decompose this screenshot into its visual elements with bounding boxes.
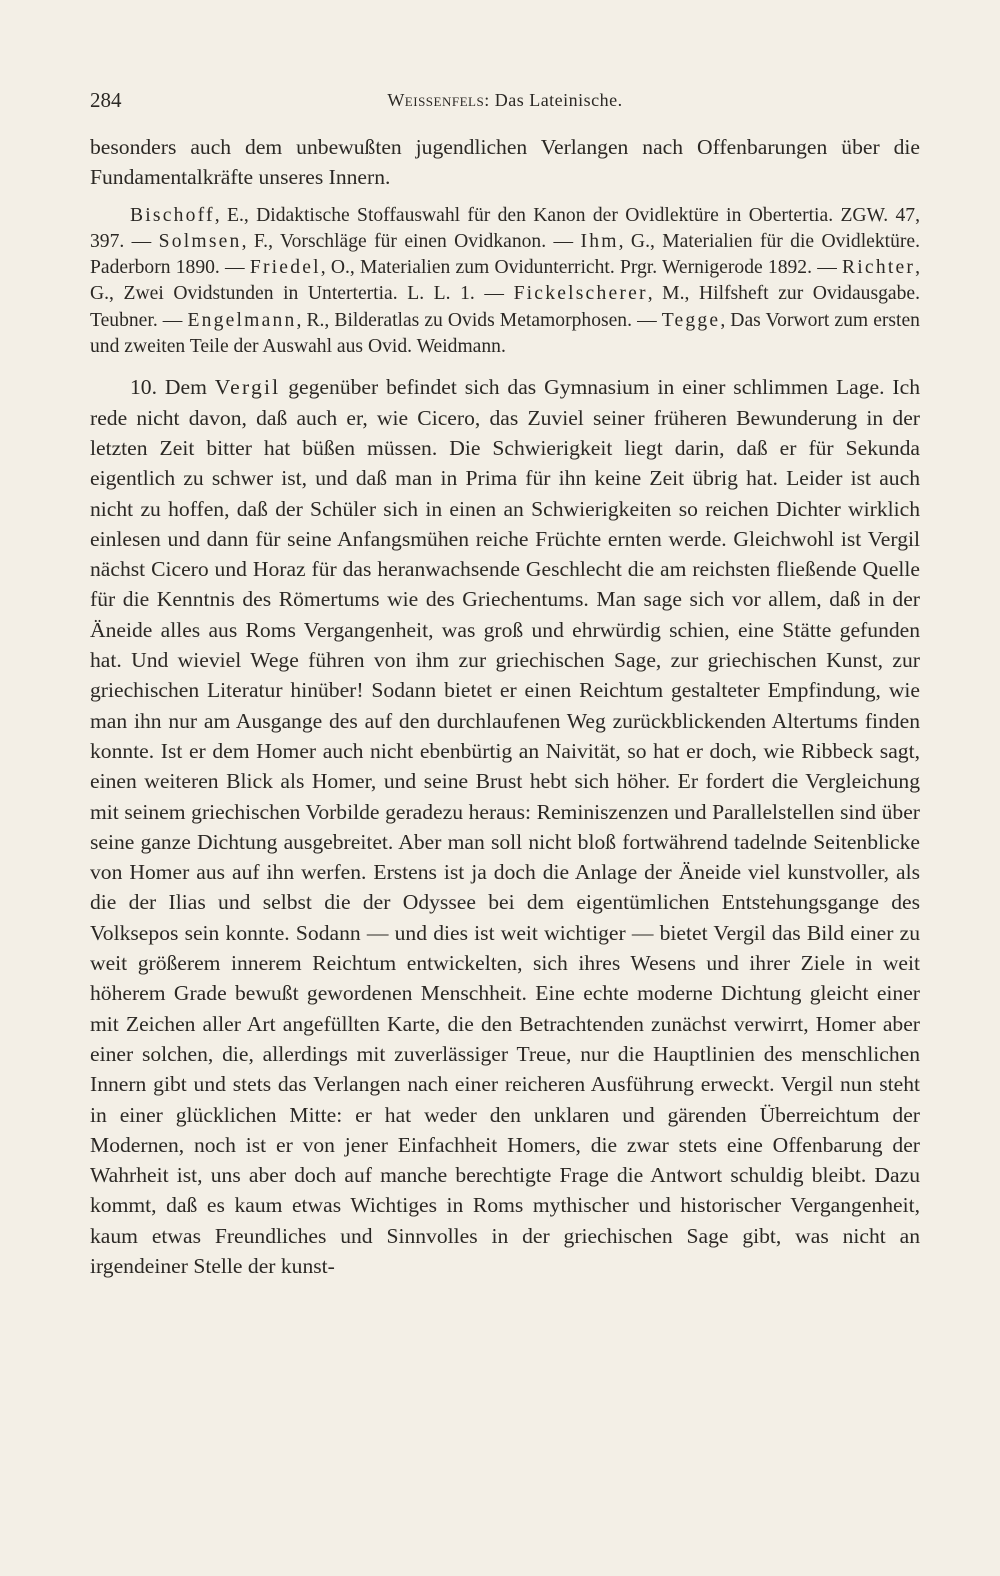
- bib-author: Fickelscherer: [513, 283, 648, 305]
- bib-entry: , G., Materialien für die Ovidlektüre. Paderborn 1890. —: [90, 230, 920, 279]
- bib-author: Ihm: [580, 230, 619, 252]
- bib-entry: , E., Didaktische Stoffauswahl für den Kanon der Ovidlektüre in Obertertia. ZGW. 47, 397. —: [90, 204, 920, 252]
- bib-entry: , M., Hilfsheft zur Ovidausgabe. Teubner. —: [90, 283, 920, 331]
- paragraph-vergil-start: 10. Dem: [130, 375, 215, 400]
- bib-entry: , G., Zwei Ovidstunden in Untertertia. L. L. 1. —: [90, 257, 920, 305]
- bib-author: Bischoff: [130, 204, 215, 226]
- page-header: [90, 88, 920, 120]
- bib-author: Richter: [842, 257, 916, 279]
- paragraph-vergil-name: Vergil: [214, 375, 281, 400]
- running-head-author: Weissenfels: [387, 90, 485, 110]
- page-number: 284: [90, 88, 122, 112]
- paragraph-vergil-body: gegenüber befindet sich das Gymnasium in einer schlimmen Lage. Ich rede nicht davon, daß auch er, wie Cicero, das Zuviel seiner früheren Bewunderung in der letzten Zeit bitter hat büßen müssen. Die Schwierigkeit liegt darin, daß er für Sekunda eigentlich zu schwer ist, und daß man in Prima für ihn keine Zeit übrig hat. Leider ist auch nicht zu hoffen, daß der Schüler sich in einen an Schwierigkeiten so reichen Dichter wirklich einlesen und dann für seine Anfangsmühen reiche Früchte ernten werde. Gleichwohl ist Vergil nächst Cicero und Horaz für das heranwachsende Geschlecht die am reichsten fließende Quelle für die Kenntnis des Römertums wie des Griechentums. Man sage sich vor allem, daß in der Äneide alles aus Roms Vergangenheit, was groß und ehrwürdig schien, eine Stätte gefunden hat. Und wieviel Wege führen von ihm zur griechischen Sage, zur griechischen Kunst, zur griechischen Literatur hinüber! Sodann bietet er einen Reichtum gestalteter Empfindung, wie man ihn nur am Ausgange des auf den durchlaufenen Weg zurückblickenden Altertums finden konnte. Ist er dem Homer auch nicht ebenbürtig an Naivität, so hat er doch, wie Ribbeck sagt, einen weiteren Blick als Homer, und seine Brust hebt sich höher. Er fordert die Vergleichung mit seinem griechischen Vorbilde geradezu heraus: Reminiszenzen und Parallelstellen sind über seine ganze Dichtung ausgebreitet. Aber man soll nicht bloß fortwährend tadelnde Seitenblicke von Homer aus auf ihn werfen. Erstens ist ja doch die Anlage der Äneide viel kunstvoller, als die der Ilias und selbst die der Odyssee bei dem eigentümlichen Entstehungsgange des Volksepos sein konnte. Sodann — und dies ist weit wichtiger — bietet Vergil das Bild einer zu weit größerem innerem Reichtum entwickelten, sich ihres Wesens und ihrer Ziele in weit höherem Grade bewußt gewordenen Menschheit. Eine echte moderne Dichtung gleicht einer mit Zeichen aller Art angefüllten Karte, die den Betrachtenden zunächst verwirrt, Homer aber einer solchen, die, allerdings mit zuverlässiger Treue, nur die Hauptlinien des menschlichen Innern gibt und stets das Verlangen nach einer reicheren Ausführung erweckt. Vergil nun steht in einer glücklichen Mitte: er hat weder den unklaren und gärenden Überreichtum der Modernen, noch ist er von jener Einfachheit Homers, die zwar stets eine Offenbarung der Wahrheit ist, uns aber doch auf manche berechtigte Frage die Antwort schuldig bleibt. Dazu kommt, daß es kaum etwas Wichtiges in Roms mythischer und historischer Vergangenheit, kaum etwas Freundliches und Sinnvolles in der griechischen Sage gibt, was nicht an irgendeiner Stelle der kunst-: [90, 375, 920, 1278]
- bib-author: Engelmann: [187, 309, 297, 331]
- bib-entry: , R., Bilderatlas zu Ovids Metamorphosen. —: [296, 309, 662, 331]
- bib-author: Friedel: [249, 257, 321, 279]
- bibliography-paragraph: [90, 203, 920, 361]
- bib-entry: , Das Vorwort zum ersten und zweiten Teile der Auswahl aus Ovid. Weidmann.: [90, 309, 920, 358]
- bib-author: Solmsen: [158, 230, 242, 252]
- bib-entry: , O., Materialien zum Ovidunterricht. Prgr. Wernigerode 1892. —: [320, 257, 843, 279]
- bib-author: Tegge: [661, 309, 721, 331]
- running-head-title: : Das Lateinische.: [484, 90, 623, 110]
- document-page: [90, 88, 920, 1281]
- paragraph-vergil: [90, 372, 920, 1281]
- running-head: [90, 90, 920, 111]
- paragraph-intro: besonders auch dem unbewußten jugendlichen Verlangen nach Offenbarungen über die Fundamentalkräfte unseres Innern.: [90, 135, 920, 190]
- bib-entry: , F., Vorschläge für einen Ovidkanon. —: [241, 230, 581, 252]
